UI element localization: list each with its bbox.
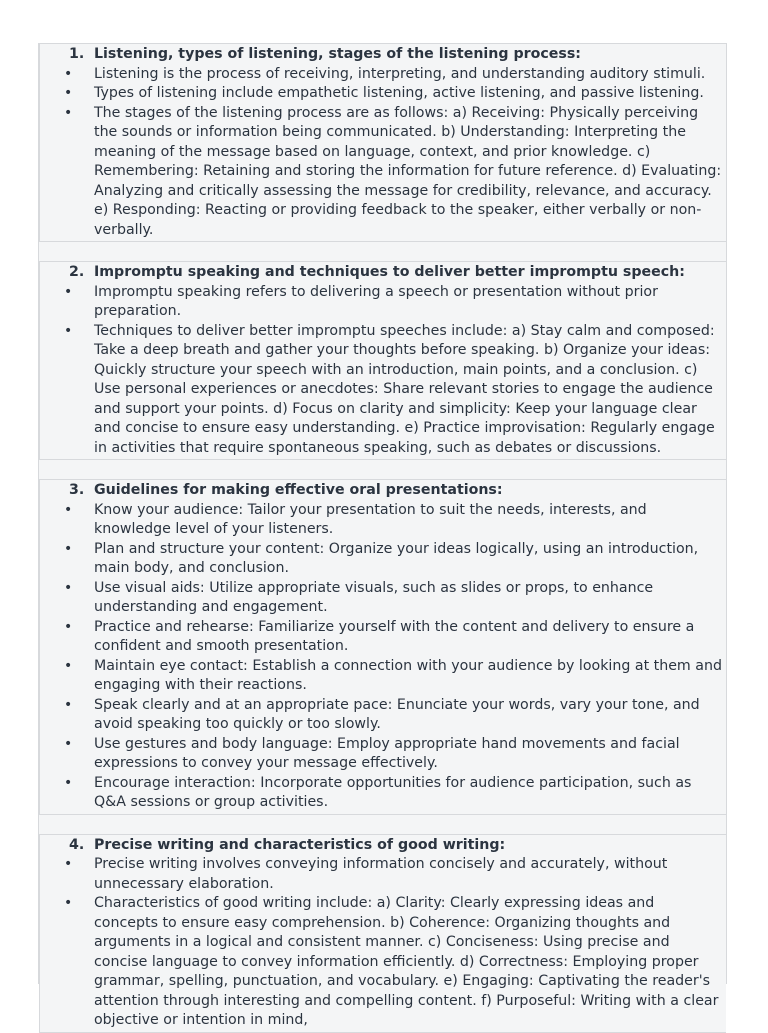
bullet-icon: • (64, 579, 73, 596)
section-1 (39, 44, 726, 242)
list-item-text: Practice and rehearse: Familiarize yourself with the content and delivery to ensure a confident and smooth presentation. (94, 618, 695, 654)
section-2 (39, 262, 726, 460)
section-heading (64, 481, 722, 501)
bullet-icon: • (64, 65, 73, 82)
list-item (64, 104, 722, 241)
section-heading (64, 836, 722, 856)
list-item (64, 855, 722, 894)
section-divider (39, 815, 726, 835)
list-item (64, 579, 722, 618)
list-item (64, 735, 722, 774)
list-item (64, 894, 722, 1031)
bullet-icon: • (64, 618, 73, 635)
bullet-icon: • (64, 657, 73, 674)
section-number: 2. (69, 264, 85, 280)
bullet-list (64, 501, 722, 813)
section-heading (64, 263, 722, 283)
list-item-text: Characteristics of good writing include: a) Clarity: Clearly expressing ideas and concepts to ensure easy comprehension. b) Coherence: Organizing thoughts and arguments in a logical and consistent manner. c) Conciseness: Using precise and concise language to convey information efficiently. d) Correctness: Employing proper grammar, spelling, punctuation, and vocabulary. e) Engaging: Captivating the reader's attention through interesting and compelling content. f) Purposeful: Writing with a clear objective or intention in mind, (94, 895, 719, 1028)
bullet-icon: • (64, 696, 73, 713)
section-4 (39, 835, 726, 1033)
list-item-text: Speak clearly and at an appropriate pace: Enunciate your words, vary your tone, and avoid speaking too quickly or too slowly. (94, 696, 700, 732)
section-divider (39, 460, 726, 480)
bullet-icon: • (64, 501, 73, 518)
document-page (38, 43, 727, 1028)
bullet-list (64, 855, 722, 1031)
list-item (64, 84, 722, 104)
list-item-text: The stages of the listening process are as follows: a) Receiving: Physically perceiving the sounds or information being communicated. b) Understanding: Interpreting the meaning of the message based on language, context, and prior knowledge. c) Remembering: Retaining and storing the information for future reference. d) Evaluating: Analyzing and critically assessing the message for credibility, relevance, and accuracy. e) Responding: Reacting or providing feedback to the speaker, either verbally or non-verbally. (94, 104, 722, 238)
bullet-icon: • (64, 895, 73, 911)
section-number: 3. (69, 482, 85, 498)
list-item-text: Techniques to deliver better impromptu speeches include: a) Stay calm and composed: Take a deep breath and gather your thoughts before speaking. b) Organize your ideas: Quickly structure your speech with an introduction, main points, and a conclusion. c) Use personal experiences or anecdotes: Share relevant stories to engage the audience and support your points. d) Focus on clarity and simplicity: Keep your language clear and concise to ensure easy understanding. e) Practice improvisation: Regularly engage in activities that require spontaneous speaking, such as debates or discussions. (94, 322, 715, 456)
list-item (64, 322, 722, 459)
bullet-list (64, 283, 722, 459)
bullet-icon: • (64, 540, 73, 557)
section-number: 4. (69, 836, 85, 853)
list-item-text: Precise writing involves conveying information concisely and accurately, without unnecessary elaboration. (94, 856, 668, 892)
list-item (64, 501, 722, 540)
section-number: 1. (69, 46, 85, 62)
section-3 (39, 480, 726, 815)
list-item-text: Use gestures and body language: Employ appropriate hand movements and facial expressions to convey your message effectively. (94, 735, 680, 771)
section-title: Precise writing and characteristics of good writing: (94, 836, 506, 853)
bullet-icon: • (64, 104, 73, 121)
list-item (64, 696, 722, 735)
bullet-icon: • (64, 85, 73, 101)
section-title: Guidelines for making effective oral presentations: (94, 482, 503, 498)
section-heading (64, 45, 722, 65)
list-item-text: Encourage interaction: Incorporate opportunities for audience participation, such as Q&A sessions or group activities. (94, 774, 692, 810)
list-item-text: Plan and structure your content: Organize your ideas logically, using an introduction, main body, and conclusion. (94, 540, 699, 576)
list-item (64, 774, 722, 813)
bullet-icon: • (64, 856, 73, 872)
list-item-text: Listening is the process of receiving, interpreting, and understanding auditory stimuli. (94, 65, 706, 82)
section-title: Impromptu speaking and techniques to deliver better impromptu speech: (94, 264, 685, 280)
list-item-text: Know your audience: Tailor your presentation to suit the needs, interests, and knowledge level of your listeners. (94, 501, 647, 537)
section-divider (39, 242, 726, 262)
section-title: Listening, types of listening, stages of the listening process: (94, 46, 581, 62)
list-item (64, 657, 722, 696)
bullet-icon: • (64, 774, 73, 791)
bullet-icon: • (64, 735, 73, 752)
list-item (64, 283, 722, 322)
list-item (64, 618, 722, 657)
list-item-text: Impromptu speaking refers to delivering a speech or presentation without prior preparation. (94, 283, 658, 319)
list-item-text: Types of listening include empathetic listening, active listening, and passive listening. (94, 85, 704, 101)
bullet-icon: • (64, 283, 73, 300)
list-item (64, 65, 722, 85)
list-item-text: Maintain eye contact: Establish a connection with your audience by looking at them and engaging with their reactions. (94, 657, 722, 693)
bullet-icon: • (64, 322, 73, 339)
list-item-text: Use visual aids: Utilize appropriate visuals, such as slides or props, to enhance understanding and engagement. (94, 579, 654, 615)
bullet-list (64, 65, 722, 241)
list-item (64, 540, 722, 579)
